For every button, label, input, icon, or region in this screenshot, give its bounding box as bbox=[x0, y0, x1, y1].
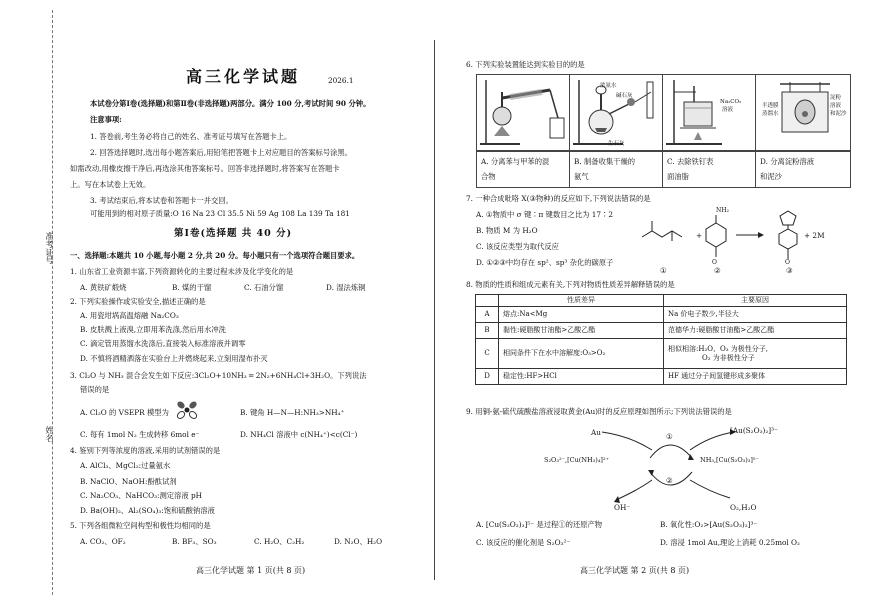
intro-line: 如需改动,用橡皮擦干净后,再选涂其他答案标号。回答非选择题时,将答案写在答题卡 bbox=[70, 164, 340, 173]
option-d: D. ①②③中均存在 sp²、sp³ 杂化的碳原子 bbox=[476, 258, 614, 267]
table-header bbox=[476, 295, 499, 307]
option-b: B. 制备收集干燥的 bbox=[574, 157, 636, 166]
table-cell: HF 通过分子间氢键形成多聚体 bbox=[664, 369, 847, 385]
table-header-row bbox=[476, 295, 847, 307]
table-cell bbox=[664, 339, 847, 369]
table-row bbox=[476, 307, 847, 323]
table-row bbox=[476, 339, 847, 369]
option-b: B. NaClO、NaOH:酚酞试剂 bbox=[80, 477, 177, 486]
option-d: D. 溶浸 1mol Au,理论上消耗 0.25mol O₂ bbox=[660, 538, 800, 547]
exam-number-label: 准考证号 bbox=[45, 232, 54, 264]
page-footer: 高三化学试题 第 2 页(共 8 页) bbox=[580, 566, 690, 575]
name-label: 姓名 bbox=[45, 426, 54, 442]
label: S₂O₃²⁻,[Cu(NH₃)₄]²⁺ bbox=[544, 456, 610, 464]
question-stem: 3. Cl₂O 与 NH₃ 混合会发生如下反应:3Cl₂O+10NH₃ ═ 2N₂+6NH₄Cl+3H₂O。下列说法 bbox=[70, 371, 367, 380]
option-b: B. 皮肤溅上液溴,立即用苯洗涤,然后用水冲洗 bbox=[80, 325, 226, 334]
label: Au bbox=[591, 428, 601, 437]
label: ② bbox=[666, 476, 673, 485]
option-a: A. Cl₂O 的 VSEPR 模型为 bbox=[80, 408, 169, 417]
label: ① bbox=[666, 432, 673, 441]
label: 蒸馏水 bbox=[762, 111, 779, 117]
cell-line: 相似相溶:H₂O、O₃ 为极性分子, bbox=[668, 344, 769, 353]
question-stem: 4. 鉴别下列等浓度的溶液,采用的试剂错误的是 bbox=[70, 446, 221, 455]
table-cell: 稳定性:HF>HCl bbox=[499, 369, 664, 385]
option-d: D. 分离淀粉溶液 bbox=[760, 157, 815, 166]
option-a: A. 分离苯与甲苯的混 bbox=[481, 157, 550, 166]
table-cell: 相同条件下在水中溶解度:O₃>O₂ bbox=[499, 339, 664, 369]
exam-date: 2026.1 bbox=[328, 76, 354, 85]
intro-line: 2. 回答选择题时,选出每小题答案后,用铅笔把答题卡上对应题目的答案标号涂黑。 bbox=[90, 148, 353, 157]
table-cell: A bbox=[476, 307, 499, 323]
option-c: C. 滴定管用蒸馏水洗涤后,直接装入标准溶液并调零 bbox=[80, 339, 246, 348]
option-a: A. AlCl₃、MgCl₂:过量氨水 bbox=[80, 461, 171, 470]
vsepr-model-icon bbox=[176, 400, 198, 420]
table-cell: D bbox=[476, 369, 499, 385]
option-a: A. CO₂、OF₂ bbox=[80, 537, 126, 546]
option-c: C. 该反应类型为取代反应 bbox=[476, 242, 559, 251]
table-header: 主要原因 bbox=[664, 295, 847, 307]
option-c: C. Na₂CO₃、NaHCO₃:测定溶液 pH bbox=[80, 491, 202, 500]
ammonia-apparatus-icon bbox=[573, 78, 661, 148]
question-stem: 1. 山东省工业资源丰富,下列资源转化的主要过程未涉及化学变化的是 bbox=[70, 267, 294, 276]
label: ③ bbox=[786, 266, 793, 275]
label: O bbox=[712, 259, 717, 266]
label: 溶液 bbox=[830, 103, 842, 109]
question-stem: 2. 下列实验操作或实验安全,描述正确的是 bbox=[70, 297, 206, 306]
label: NH₃,[Cu(S₂O₃)₃]⁵⁻ bbox=[700, 456, 759, 464]
option-a: 合物 bbox=[481, 172, 496, 181]
reaction-scheme-icon bbox=[640, 205, 850, 275]
option-a: A. 用瓷坩埚高温熔融 Na₂CO₃ bbox=[80, 311, 179, 320]
distillation-apparatus-icon bbox=[480, 78, 568, 148]
option-b: B. 键角 H—N—H:NH₃>NH₄⁺ bbox=[240, 408, 345, 417]
page-divider bbox=[434, 40, 435, 580]
label: 淀粉 bbox=[830, 95, 842, 101]
section-instructions: 一、选择题:本题共 10 小题,每小题 2 分,共 20 分。每小题只有一个选项符合题目要求。 bbox=[70, 251, 360, 260]
label: 生石灰 bbox=[608, 141, 625, 147]
table-cell: Na 价电子数少,半径大 bbox=[664, 307, 847, 323]
intro-line: 3. 考试结束后,将本试卷和答题卡一并交回。 bbox=[90, 196, 233, 205]
option-d: D. Ba(OH)₂、Al₂(SO₄)₃:饱和硫酸钠溶液 bbox=[80, 506, 215, 515]
table-cell: 黏性:硬脂酸甘油酯>乙酸乙酯 bbox=[499, 323, 664, 339]
intro-line: 1. 答卷前,考生务必将自己的姓名、准考证号填写在答题卡上。 bbox=[90, 132, 292, 141]
option-d: D. N₂O、H₂O bbox=[334, 537, 383, 546]
page-footer: 高三化学试题 第 1 页(共 8 页) bbox=[196, 566, 306, 575]
table-header: 性质差异 bbox=[499, 295, 664, 307]
table-row bbox=[476, 369, 847, 385]
label: 和泥沙 bbox=[830, 111, 847, 117]
question-stem-cont: 错误的是 bbox=[80, 385, 110, 394]
option-d: D. NH₄Cl 溶液中 c(NH₄⁺)<c(Cl⁻) bbox=[240, 430, 358, 439]
option-c: C. 石油分馏 bbox=[244, 283, 284, 292]
option-d: D. 不慎将酒精洒落在实验台上并燃烧起来,立刻用湿布扑灭 bbox=[80, 354, 268, 363]
option-b: B. 氧化性:O₂>[Au(S₂O₃)₂]³⁻ bbox=[660, 520, 758, 529]
label: O bbox=[785, 259, 790, 266]
table-row bbox=[476, 323, 847, 339]
option-c: 面油脂 bbox=[667, 172, 689, 181]
intro-line: 上。写在本试卷上无效。 bbox=[70, 180, 151, 189]
option-b: B. BF₃、SO₃ bbox=[172, 537, 217, 546]
label: ② bbox=[714, 266, 721, 275]
cell-line: O₂ 为非极性分子 bbox=[702, 353, 755, 362]
label: NH₂ bbox=[716, 207, 729, 214]
option-c: C. 去除铁钉表 bbox=[667, 157, 714, 166]
beaker-heating-icon bbox=[666, 78, 754, 148]
question-stem: 5. 下列各组微粒空间构型和极性均相同的是 bbox=[70, 521, 211, 530]
binding-line bbox=[52, 10, 53, 595]
label: O₂,H₂O bbox=[730, 503, 757, 512]
label: 碱石灰 bbox=[616, 93, 633, 99]
option-d: D. 湿法炼铜 bbox=[326, 283, 366, 292]
question-stem: 6. 下列实验装置能达到实验目的的是 bbox=[466, 60, 585, 69]
option-b: B. 煤的干馏 bbox=[172, 283, 212, 292]
option-c: C. 该反应的催化剂是 S₂O₃²⁻ bbox=[476, 538, 571, 547]
section-title: 第Ⅰ卷(选择题 共 40 分) bbox=[174, 228, 293, 239]
property-table bbox=[475, 294, 847, 385]
page-title: 高三化学试题 bbox=[186, 67, 301, 86]
option-b: 氨气 bbox=[574, 172, 589, 181]
label: 浓氨水 bbox=[600, 83, 617, 89]
question-stem: 7. 一种合成吡咯 X(③物种)的反应如下,下列说法错误的是 bbox=[466, 194, 651, 203]
label: Na₂CO₃ bbox=[720, 99, 742, 105]
label: OH⁻ bbox=[614, 503, 631, 512]
table-cell: 范德华力:硬脂酸甘油酯>乙酸乙酯 bbox=[664, 323, 847, 339]
table-cell: C bbox=[476, 339, 499, 369]
option-d: 和泥沙 bbox=[760, 172, 782, 181]
option-a: A. 黄铁矿煅烧 bbox=[80, 283, 127, 292]
label: 半透膜 bbox=[762, 103, 779, 109]
option-a: A. ①物质中 σ 键∶π 键数目之比为 17∶2 bbox=[476, 210, 613, 219]
label: ① bbox=[660, 266, 667, 275]
intro-line: 本试卷分第Ⅰ卷(选择题)和第Ⅱ卷(非选择题)两部分。满分 100 分,考试时间 90 分钟。 bbox=[90, 99, 371, 108]
table-cell: B bbox=[476, 323, 499, 339]
option-a: A. [Cu(S₂O₃)₃]⁵⁻ 是过程①的还原产物 bbox=[476, 520, 603, 529]
question-stem: 8. 物质的性质和组成元素有关,下列对物质性质差异解释错误的是 bbox=[466, 280, 675, 289]
atomic-masses: 可能用到的相对原子质量:O 16 Na 23 Cl 35.5 Ni 59 Ag 108 La 139 Ta 181 bbox=[90, 209, 350, 218]
option-c: C. 每有 1mol N₂ 生成转移 6mol e⁻ bbox=[80, 430, 200, 439]
option-c: C. H₂O、C₂H₂ bbox=[254, 537, 305, 546]
label: 溶液 bbox=[722, 107, 734, 113]
label: + bbox=[696, 231, 703, 240]
question-stem: 9. 用铜-氨-硫代硫酸盐溶液浸取黄金(Au)时的反应原理如图所示;下列说法错误的是 bbox=[466, 407, 732, 416]
intro-line: 注意事项: bbox=[90, 115, 122, 124]
table-cell: 熔点:Na<Mg bbox=[499, 307, 664, 323]
label: [Au(S₂O₃)₂]³⁻ bbox=[730, 426, 778, 435]
label: + 2M bbox=[804, 231, 825, 240]
option-b: B. 物质 M 为 H₂O bbox=[476, 226, 538, 235]
